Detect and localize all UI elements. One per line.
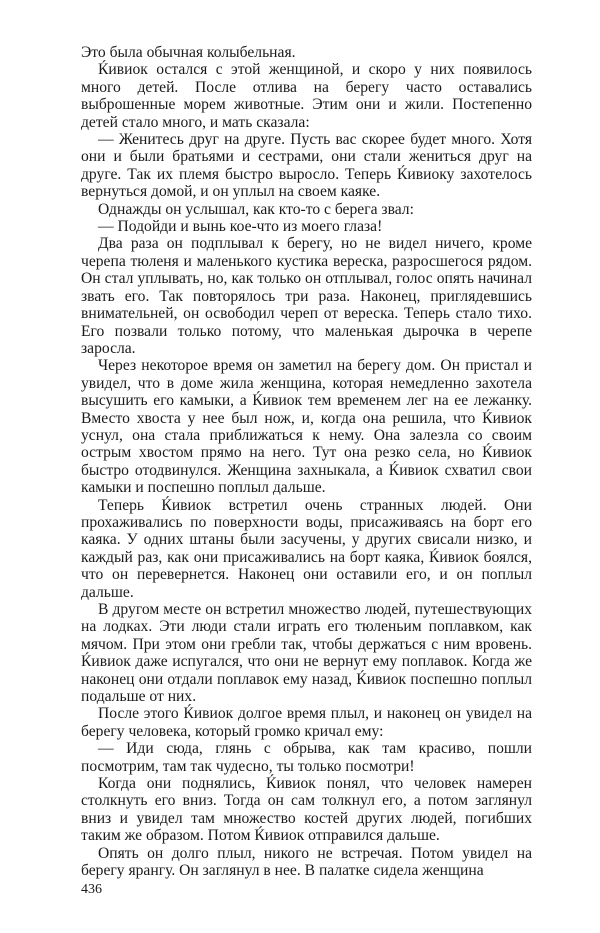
paragraph-5: — Подойди и вынь кое-что из моего глаза! — [98, 218, 383, 236]
paragraph-6: Два раза он подплывал к берегу, но не видел ничего, кроме черепа тюленя и маленького кустика вереска, разросшегося рядом. Он стал уплывать, но, как только он отплывал, голос опять начинал звать его. Так повторялось три раза. Наконец, приглядевшись внимательней, он освободил череп от вереска. Теперь стало тихо. Его позвали только потому, что маленькая дырочка в черепе заросла. — [81, 235, 532, 357]
paragraph-7: Через некоторое время он заметил на берегу дом. Он пристал и увидел, что в доме жила женщина, которая немедленно захотела высушить его камыки, а Ќивиок тем временем лег на ее лежанку. Вместо хвоста у нее был нож, и, когда она решила, что Ќивиок уснул, она стала приближаться к нему. Она залезла со своим острым хвостом прямо на него. Тут она резко села, но Ќивиок быстро отодвинулся. Женщина захныкала, а Ќивиок схватил свои камыки и поспешно поплыл дальше. — [81, 357, 532, 497]
paragraph-10: После этого Ќивиок долгое время плыл, и наконец он увидел на берегу человека, который громко кричал ему: — [81, 705, 532, 740]
paragraph-9: В другом месте он встретил множество людей, путешествующих на лодках. Эти люди стали играть его тюленьим поплавком, как мячом. При этом они гребли так, чтобы держаться с ним вровень. Ќивиок даже испугался, что они не вернут ему поплавок. Когда же наконец они отдали поплавок ему назад, Ќивиок поспешно поплыл подальше от них. — [81, 601, 532, 706]
paragraph-3: — Женитесь друг на друге. Пусть вас скорее будет много. Хотя они и были братьями и сестрами, они стали жениться друг на друге. Так их племя быстро выросло. Теперь Ќивиоку захотелось вернуться домой, и он уплыл на своем каяке. — [81, 131, 532, 201]
paragraph-2: Ќивиок остался с этой женщиной, и скоро у них появилось много детей. После отлива на берегу часто оставались выброшенные морем животные. Этим они и жили. Постепенно детей стало много, и мать сказала: — [81, 61, 532, 131]
paragraph-11: — Иди сюда, глянь с обрыва, как там красиво, пошли посмотрим, там так чудесно, ты только посмотри! — [81, 740, 532, 775]
paragraph-8: Теперь Ќивиок встретил очень странных людей. Они прохаживались по поверхности воды, присаживаясь на борт его каяка. У одних штаны были засучены, у других свисали низко, и каждый раз, как они присаживались на борт каяка, Ќивиок боялся, что он перевернется. Наконец они оставили его, и он поплыл дальше. — [81, 496, 532, 601]
paragraph-13: Опять он долго плыл, никого не встречая. Потом увидел на берегу ярангу. Он заглянул в нее. В палатке сидела женщина — [81, 844, 532, 880]
paragraph-4: Однажды он услышал, как кто-то с берега звал: — [98, 200, 414, 218]
page-number: 436 — [81, 882, 102, 897]
page-text — [81, 44, 532, 880]
paragraph-12: Когда они поднялись, Ќивиок понял, что человек намерен столкнуть его вниз. Тогда он сам толкнул его, а потом заглянул вниз и увидел там множество костей других людей, погибших таким же образом. Потом Ќивиок отправился дальше. — [81, 775, 532, 845]
paragraph-1: Это была обычная колыбельная. — [81, 44, 296, 61]
